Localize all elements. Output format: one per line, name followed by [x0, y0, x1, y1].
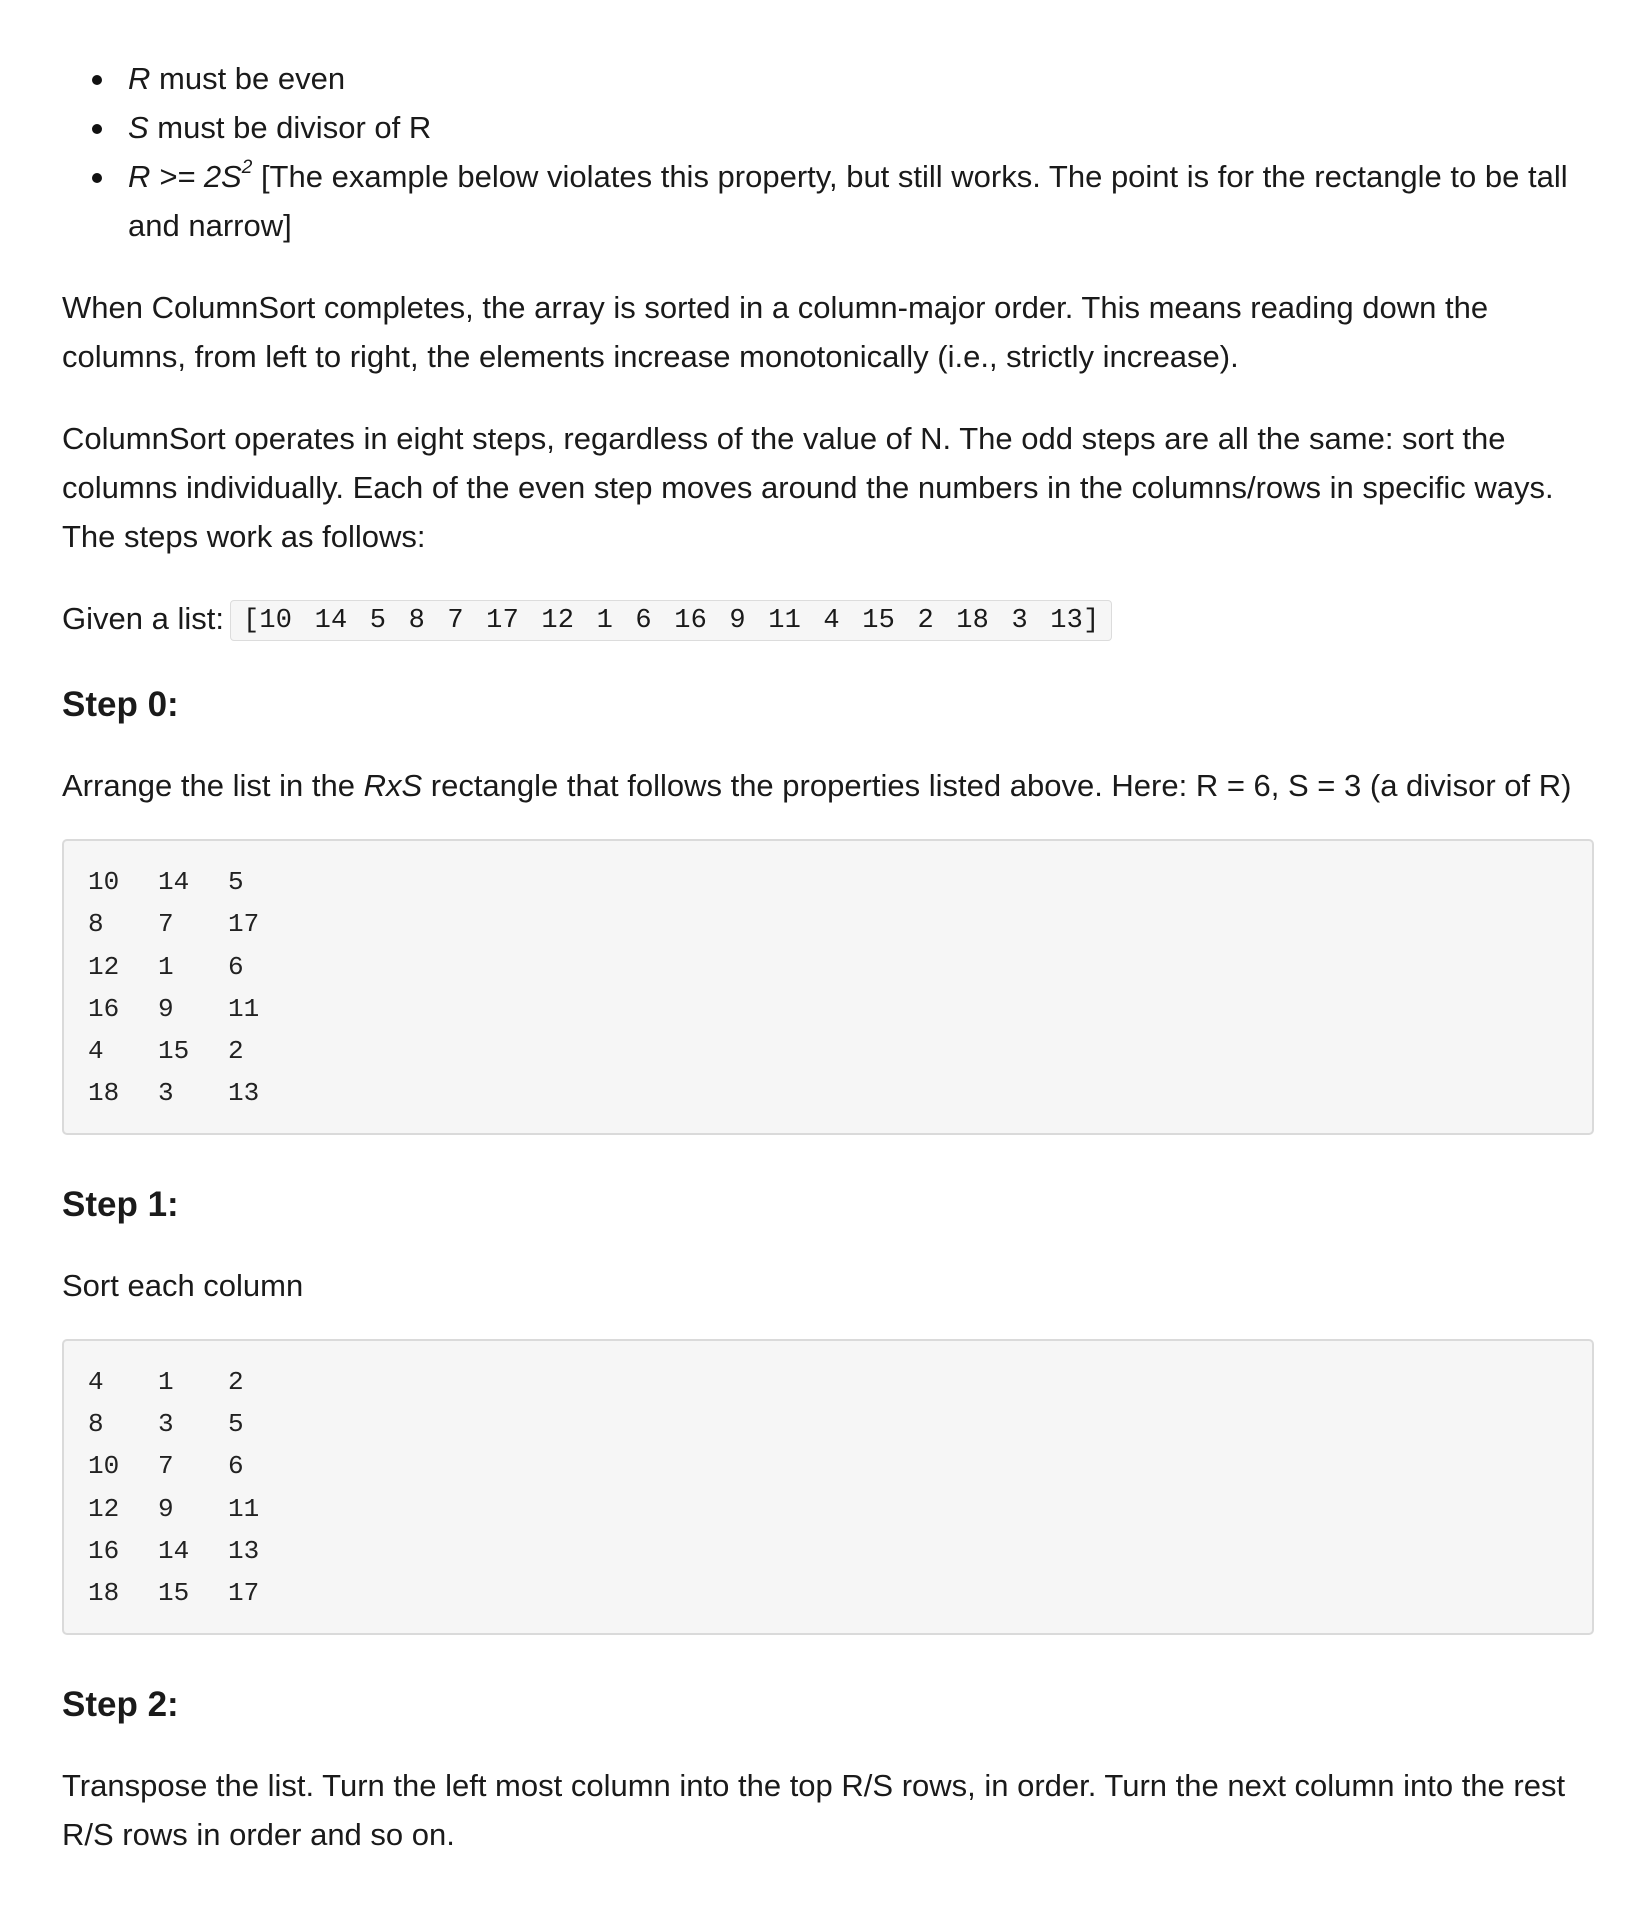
step-0-heading: Step 0:: [62, 685, 179, 724]
matrix-row: [88, 903, 1568, 945]
matrix-cell: 12: [88, 1493, 120, 1524]
matrix-cell: 9: [158, 1493, 174, 1524]
matrix-cell: 17: [228, 1578, 260, 1609]
matrix-row: [88, 1072, 1568, 1114]
property-text: must be divisor of R: [148, 110, 432, 145]
matrix-cell: 13: [228, 1535, 260, 1566]
matrix-cell: 5: [228, 867, 244, 897]
matrix-cell: 13: [228, 1078, 260, 1109]
matrix-row: [88, 861, 1568, 903]
step-0-matrix: [62, 839, 1594, 1135]
property-variable: S: [128, 110, 149, 145]
matrix-cell: 3: [158, 1409, 174, 1440]
matrix-cell: 8: [88, 909, 104, 940]
given-list-label: Given a list:: [62, 601, 224, 636]
property-item: [128, 54, 1590, 103]
matrix-cell: 8: [88, 1409, 104, 1440]
matrix-cell: 14: [158, 1535, 190, 1566]
step-2-description: Transpose the list. Turn the left most column into the top R/S rows, in order. Turn the next column into the rest R/S rows in order and so on.: [62, 1767, 1566, 1852]
matrix-cell: 14: [158, 867, 190, 897]
property-list: [62, 54, 1590, 250]
matrix-cell: 10: [88, 867, 120, 897]
matrix-row: [88, 1030, 1568, 1072]
matrix-cell: 7: [158, 909, 174, 940]
matrix-cell: 9: [158, 993, 174, 1024]
matrix-row: [88, 1572, 1568, 1614]
property-variable: R: [128, 61, 151, 96]
matrix-row: [88, 1445, 1568, 1487]
matrix-cell: 2: [228, 1366, 244, 1397]
step-0-text-variable: RxS: [363, 768, 423, 803]
matrix-cell: 3: [158, 1078, 174, 1109]
matrix-cell: 5: [228, 1409, 244, 1440]
step-1-matrix: [62, 1339, 1594, 1635]
property-variable: R >= 2S: [128, 159, 242, 194]
matrix-cell: 18: [88, 1078, 120, 1109]
given-list-code: [10 14 5 8 7 17 12 1 6 16 9 11 4 15 2 18 3 13]: [230, 600, 1113, 641]
matrix-cell: 11: [228, 993, 260, 1024]
step-0-text-after: rectangle that follows the properties listed above. Here: R = 6, S = 3 (a divisor of R): [422, 768, 1572, 803]
step-2-heading: Step 2:: [62, 1684, 179, 1724]
matrix-cell: 4: [88, 1036, 104, 1067]
matrix-cell: 15: [158, 1036, 190, 1067]
matrix-cell: 11: [228, 1493, 260, 1524]
matrix-cell: 16: [88, 1535, 120, 1566]
matrix-row: [88, 1530, 1568, 1572]
step-1-description: Sort each column: [62, 1267, 304, 1303]
step-1-heading: Step 1:: [62, 1184, 179, 1224]
property-text: [The example below violates this property, but still works. The point is for the rectangle to be tall and narrow]: [128, 159, 1568, 243]
matrix-cell: 16: [88, 993, 120, 1024]
matrix-cell: 1: [158, 1366, 174, 1397]
matrix-cell: 15: [158, 1578, 190, 1609]
matrix-row: [88, 1488, 1568, 1530]
property-item: [128, 152, 1590, 250]
matrix-row: [88, 988, 1568, 1030]
matrix-row: [88, 1361, 1568, 1403]
matrix-cell: 1: [158, 951, 174, 982]
step-0-text-before: Arrange the list in the: [62, 768, 364, 803]
matrix-cell: 4: [88, 1366, 104, 1397]
matrix-cell: 6: [228, 1451, 244, 1482]
matrix-cell: 18: [88, 1578, 120, 1609]
matrix-row: [88, 1403, 1568, 1445]
matrix-cell: 7: [158, 1451, 174, 1482]
property-item: [128, 103, 1590, 152]
steps-intro-paragraph: ColumnSort operates in eight steps, regardless of the value of N. The odd steps are all the same: sort the columns individually. Each of the even step moves around the numbers in the columns/rows in specific ways. The steps work as follows:: [62, 421, 1554, 554]
matrix-row: [88, 946, 1568, 988]
step-0-description: [62, 761, 1590, 810]
matrix-cell: 2: [228, 1036, 244, 1067]
sorted-order-paragraph: When ColumnSort completes, the array is sorted in a column-major order. This means reading down the columns, from left to right, the elements increase monotonically (i.e., strictly increase).: [62, 290, 1489, 374]
property-exponent: 2: [241, 157, 253, 178]
matrix-cell: 17: [228, 909, 260, 940]
matrix-cell: 10: [88, 1451, 120, 1482]
property-text: must be even: [150, 61, 346, 96]
matrix-cell: 6: [228, 951, 244, 982]
given-list-line: [62, 594, 1590, 643]
matrix-cell: 12: [88, 951, 120, 982]
